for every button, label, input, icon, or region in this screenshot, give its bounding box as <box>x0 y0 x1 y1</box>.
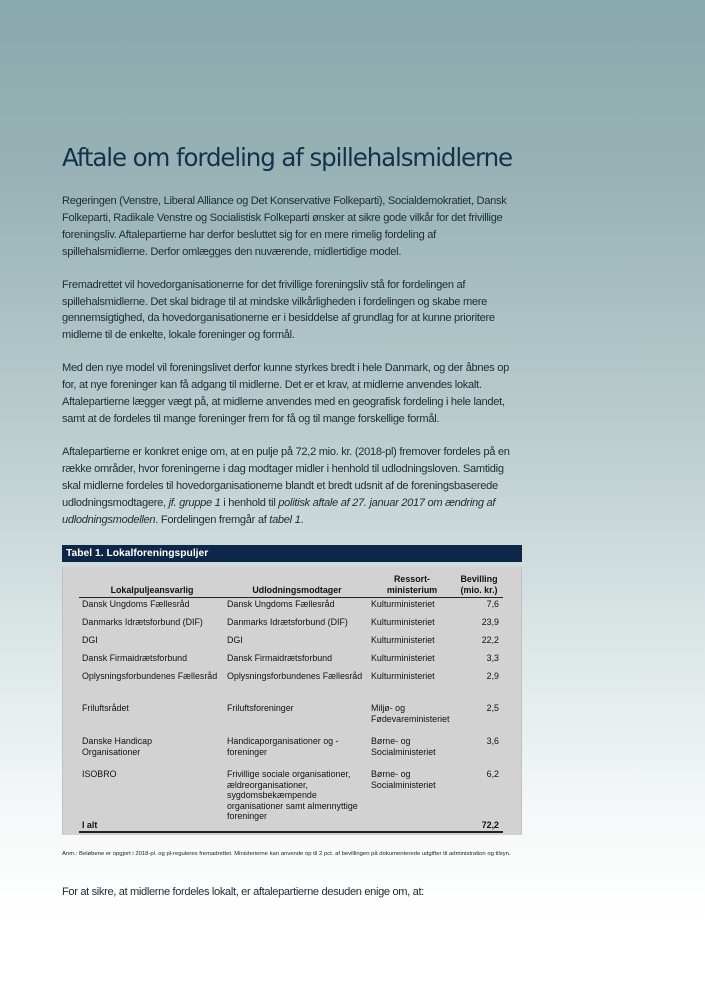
cell-bevilling: 2,9 <box>486 671 499 681</box>
paragraph-1: Regeringen (Venstre, Liberal Alliance og Det Konservative Folkeparti), Socialdemokratiet, Dansk Folkeparti, Radikale Venstre og Socialistisk Folkeparti ønsker at sikre gode vilkår for det frivillige foreningsliv. Aftalepartierne har derfor besluttet sig for en mere rimelig fordeling af spillehalsmidlerne. Derfor omlægges den nuværende, midlertidige model. <box>62 195 507 258</box>
cell-ressort: Kulturministeriet <box>371 653 435 663</box>
cell-ressort: Kulturministeriet <box>371 671 435 681</box>
cell-udlodning: Frivillige sociale organisationer, ældreorganisationer, sygdomsbekæmpende organisationer samt almennyttige foreninger <box>227 769 358 822</box>
paragraph-4-text-a: Aftalepartierne er konkret enige om, at en pulje på 72,2 mio. kr. (2018-pl) fremover fordeles på en række områder, hvor foreningerne i dag modtager midler i henhold til udlodningsloven. Samtidig skal midlerne fordeles til hovedorganisationerne blandt et bredt udsnit af de foreningsbaserede udlodningsmodtagere, <box>62 445 510 509</box>
cell-udlodning: Oplysningsforbundenes Fællesråd <box>227 671 363 681</box>
cell-ressort: Børne- og Socialministeriet <box>371 769 436 790</box>
paragraph-4-italic-2: politisk aftale af 27. januar 2017 om ændring af udlodningsmodellen <box>62 496 496 526</box>
cell-lokalpulje: Dansk Firmaidrætsforbund <box>82 653 188 663</box>
table-1 <box>62 545 522 835</box>
header-bevilling <box>456 574 502 595</box>
cell-lokalpulje: Friluftsrådet <box>82 703 129 713</box>
closing-text: For at sikre, at midlerne fordeles lokalt, er aftalepartierne desuden enige om, at: <box>62 886 424 898</box>
cell-udlodning: DGI <box>227 635 243 645</box>
cell-lokalpulje: Danmarks Idrætsforbund (DIF) <box>82 617 203 627</box>
cell-ressort: Miljø- og Fødevareministeriet <box>371 703 450 724</box>
total-value: 72,2 <box>481 820 499 830</box>
cell-ressort: Børne- og Socialministeriet <box>371 736 436 757</box>
paragraph-3: Med den nye model vil foreningslivet derfor kunne styrkes bredt i hele Danmark, og der åbnes op for, at nye foreninger kan få adgang til midlerne. Det er et krav, at midlerne anvendes lokalt. Aftalepartierne lægger vægt på, at midlerne anvendes med en geografisk fordeling i hele landet, samt at de fordeles til mange foreninger frem for få og til mange forskellige formål. <box>62 362 509 425</box>
cell-bevilling: 3,6 <box>486 736 499 746</box>
cell-lokalpulje: Danske Handicap Organisationer <box>82 736 153 757</box>
paragraph-2: Fremadrettet vil hovedorganisationerne for det frivillige foreningsliv stå for fordelingen af spillehalsmidlerne. Det skal bidrage til at mindske vilkårligheden i fordelingen og skabe mere gennemsigtighed, da hovedorganisationerne er i besiddelse af grundlag for at kunne prioritere midlerne til de enkelte, lokale foreninger og formål. <box>62 278 495 342</box>
cell-lokalpulje: ISOBRO <box>82 769 117 779</box>
header-bevilling-line1: Bevilling <box>460 574 498 584</box>
paragraph-4 <box>62 444 522 529</box>
cell-ressort: Kulturministeriet <box>371 617 435 627</box>
paragraph-4-text-b: i henhold til <box>220 496 279 509</box>
paragraph-4-italic-3: tabel 1 <box>269 513 301 526</box>
cell-udlodning: Friluftsforeninger <box>227 703 294 713</box>
cell-bevilling: 6,2 <box>486 769 499 779</box>
header-ressort-line1: Ressort- <box>393 574 430 584</box>
cell-udlodning: Danmarks Idrætsforbund (DIF) <box>227 617 348 627</box>
body-text <box>62 193 522 528</box>
cell-udlodning: Dansk Firmaidrætsforbund <box>227 653 333 663</box>
cell-bevilling: 22,2 <box>481 635 499 645</box>
paragraph-4-text-c: . Fordelingen fremgår af <box>155 513 270 526</box>
cell-bevilling: 2,5 <box>486 703 499 713</box>
cell-lokalpulje: Oplysningsforbundenes Fællesråd <box>82 671 218 681</box>
paragraph-4-text-d: . <box>300 513 304 526</box>
cell-bevilling: 23,9 <box>481 617 499 627</box>
cell-udlodning: Dansk Ungdoms Fællesråd <box>227 599 335 609</box>
header-ressort <box>371 574 453 595</box>
cell-bevilling: 7,6 <box>486 599 499 609</box>
header-lokalpulje: Lokalpuljeansvarlig <box>110 585 194 595</box>
cell-lokalpulje: Dansk Ungdoms Fællesråd <box>82 599 190 609</box>
total-label: I alt <box>82 820 98 830</box>
paragraph-4-italic-1: jf. gruppe 1 <box>168 496 221 509</box>
table-body <box>62 567 522 835</box>
cell-bevilling: 3,3 <box>486 653 499 663</box>
cell-ressort: Kulturministeriet <box>371 599 435 609</box>
header-ressort-line2: ministerium <box>386 584 438 595</box>
header-rule <box>79 597 503 598</box>
page-title: Aftale om fordeling af spillehalsmidlerne <box>62 143 512 172</box>
cell-ressort: Kulturministeriet <box>371 635 435 645</box>
cell-udlodning: Handicaporganisationer og -foreninger <box>227 736 339 757</box>
header-udlodning: Udlodningsmodtager <box>252 585 342 595</box>
cell-lokalpulje: DGI <box>82 635 98 645</box>
table-note: Anm.: Beløbene er opgjort i 2018-pl. og pl-reguleres fremadrettet. Ministerierne kan anvende op til 2 pct. af bevillingen på dokumenterede udgifter til administration og tilsyn. <box>62 851 511 857</box>
header-bevilling-line2: (mio. kr.) <box>460 584 498 595</box>
total-rule <box>79 831 503 833</box>
table-caption: Tabel 1. Lokalforeningspuljer <box>62 545 522 562</box>
